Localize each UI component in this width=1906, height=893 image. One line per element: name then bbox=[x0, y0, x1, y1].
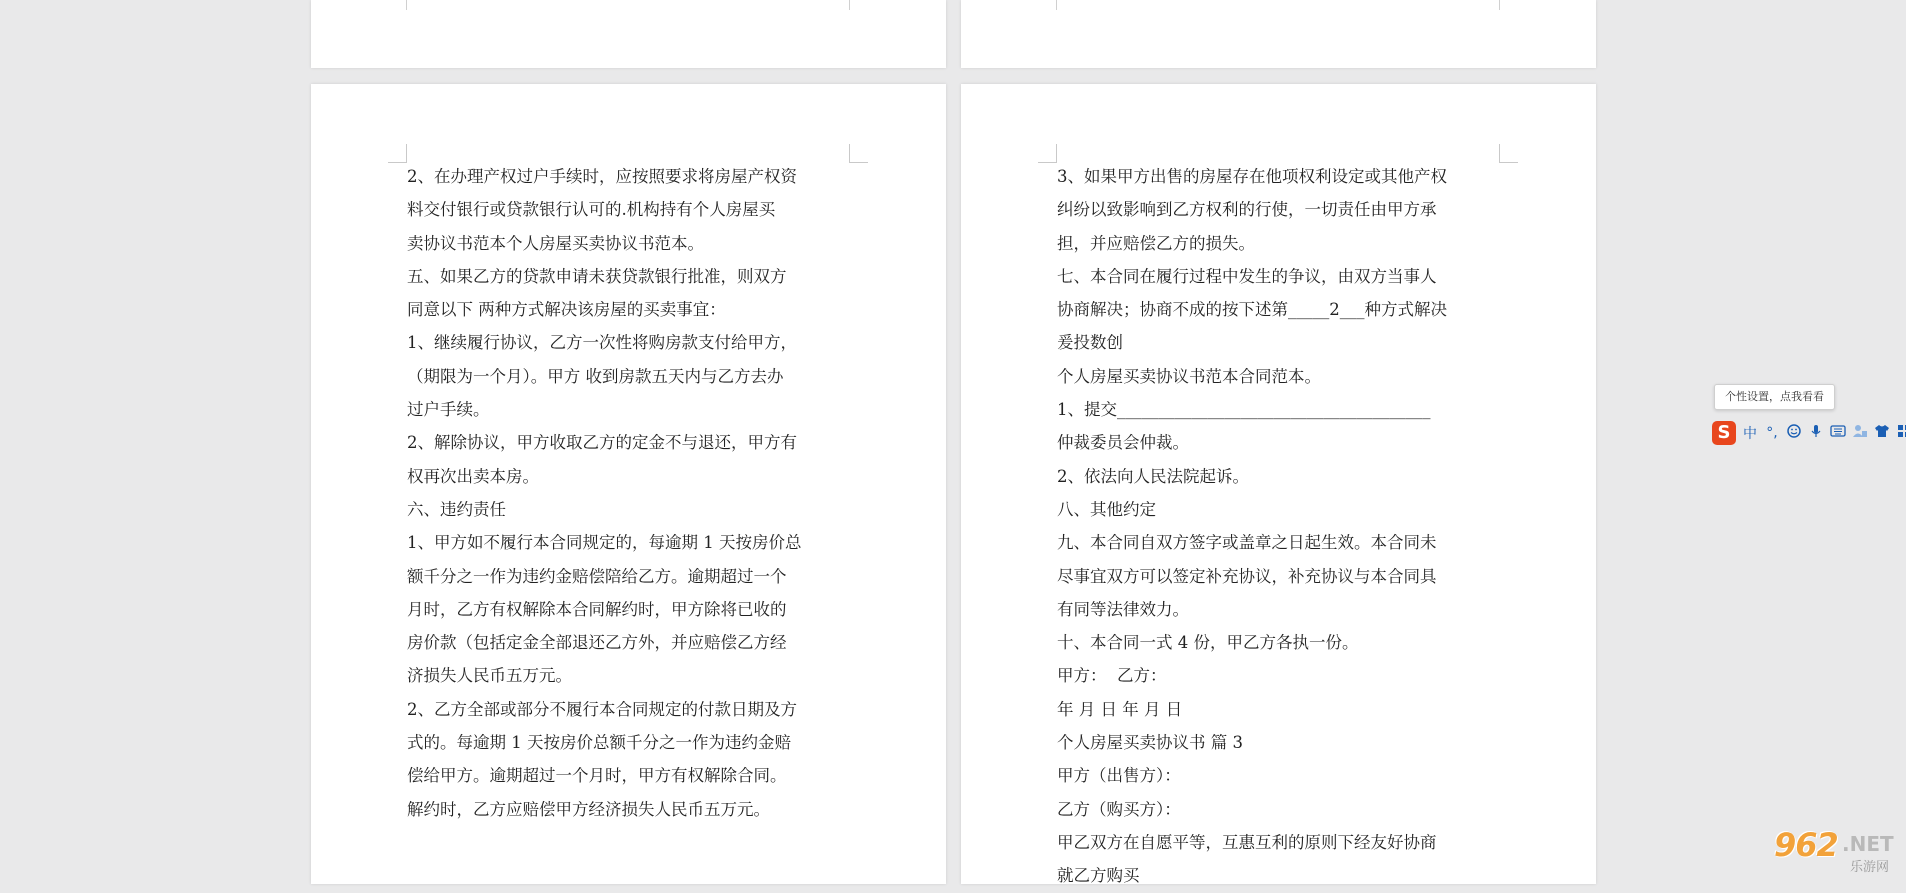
text-line: 有同等法律效力。 bbox=[1057, 599, 1189, 619]
emoji-icon[interactable] bbox=[1786, 424, 1802, 442]
ime-punctuation-toggle[interactable]: °, bbox=[1766, 425, 1778, 441]
text-line: （期限为一个月）。甲方 收到房款五天内与乙方去办 bbox=[407, 366, 784, 386]
document-page-right[interactable] bbox=[961, 84, 1596, 884]
text-line: 七、本合同在履行过程中发生的争议，由双方当事人 bbox=[1057, 266, 1437, 286]
text-line: 年 月 日 年 月 日 bbox=[1057, 699, 1183, 719]
ime-toolbar[interactable] bbox=[1712, 421, 1906, 445]
skin-icon[interactable] bbox=[1874, 424, 1890, 442]
text-line: 2、在办理产权过户手续时，应按照要求将房屋产权资 bbox=[407, 167, 797, 186]
text-line: 1、提交______________________________________ bbox=[1057, 400, 1431, 420]
previous-page-left bbox=[311, 0, 946, 68]
text-line: 协商解决；协商不成的按下述第_____2___种方式解决 bbox=[1057, 300, 1447, 320]
user-icon[interactable] bbox=[1852, 424, 1868, 442]
text-line: 3、如果甲方出售的房屋存在他项权利设定或其他产权 bbox=[1057, 167, 1447, 186]
text-line: 1、甲方如不履行本合同规定的，每逾期 1 天按房价总 bbox=[407, 533, 802, 553]
text-line: 额千分之一作为违约金赔偿陪给乙方。逾期超过一个 bbox=[407, 566, 787, 586]
page-text-body[interactable] bbox=[407, 160, 887, 826]
mic-icon[interactable] bbox=[1808, 424, 1824, 442]
sogou-logo-icon[interactable]: S bbox=[1712, 421, 1736, 445]
text-line: 甲方（出售方）： bbox=[1057, 766, 1181, 786]
text-line: 房价款（包括定金全部退还乙方外，并应赔偿乙方经 bbox=[407, 633, 787, 653]
text-line: 式的。每逾期 1 天按房价总额千分之一作为违约金赔 bbox=[407, 733, 791, 753]
text-line: 甲乙双方在自愿平等，互惠互利的原则下经友好协商 bbox=[1057, 832, 1437, 852]
text-line: 六、违约责任 bbox=[407, 499, 506, 519]
keyboard-icon[interactable] bbox=[1830, 425, 1846, 441]
text-line: 卖协议书范本个人房屋买卖协议书范本。 bbox=[407, 233, 704, 253]
text-line: 料交付银行或贷款银行认可的.机构持有个人房屋买 bbox=[407, 200, 776, 220]
text-line: 同意以下 两种方式解决该房屋的买卖事宜： bbox=[407, 300, 726, 320]
margin-corner-mark bbox=[1038, 144, 1057, 163]
text-line: 2、解除协议，甲方收取乙方的定金不与退还，甲方有 bbox=[407, 433, 797, 453]
text-line: 过户手续。 bbox=[407, 400, 490, 420]
text-line: 个人房屋买卖协议书 篇 3 bbox=[1057, 733, 1243, 753]
text-line: 月时，乙方有权解除本合同解约时，甲方除将已收的 bbox=[407, 599, 787, 619]
text-line: 偿给甲方。逾期超过一个月时，甲方有权解除合同。 bbox=[407, 766, 787, 786]
previous-page-right bbox=[961, 0, 1596, 68]
text-line: 爰投数创 bbox=[1057, 333, 1123, 353]
text-line: 尽事宜双方可以签定补充协议，补充协议与本合同具 bbox=[1057, 566, 1437, 586]
text-line: 2、依法向人民法院起诉。 bbox=[1057, 466, 1249, 486]
grid-icon[interactable] bbox=[1896, 425, 1906, 441]
text-line: 权再次出卖本房。 bbox=[407, 466, 539, 486]
ime-mode-toggle[interactable]: 中 bbox=[1743, 426, 1757, 442]
site-watermark-logo bbox=[1768, 826, 1900, 876]
ime-tooltip: 个性设置，点我看看 bbox=[1714, 384, 1835, 410]
text-line: 济损失人民币五万元。 bbox=[407, 666, 572, 686]
text-line: 担，并应赔偿乙方的损失。 bbox=[1057, 233, 1255, 253]
document-page-left[interactable] bbox=[311, 84, 946, 884]
margin-corner-mark bbox=[388, 144, 407, 163]
text-line: 解约时，乙方应赔偿甲方经济损失人民币五万元。 bbox=[407, 799, 770, 819]
page-text-body[interactable] bbox=[1057, 160, 1537, 893]
watermark-number: 962 bbox=[1774, 826, 1838, 864]
text-line: 个人房屋买卖协议书范本合同范本。 bbox=[1057, 366, 1321, 386]
text-line: 仲裁委员会仲裁。 bbox=[1057, 433, 1189, 453]
watermark-domain: .NET bbox=[1842, 832, 1894, 856]
text-line: 就乙方购买 bbox=[1057, 866, 1140, 886]
text-line: 乙方（购买方）： bbox=[1057, 799, 1181, 819]
text-line: 1、继续履行协议，乙方一次性将购房款支付给甲方， bbox=[407, 333, 797, 353]
text-line: 十、本合同一式 4 份，甲乙方各执一份。 bbox=[1057, 633, 1359, 653]
text-line: 五、如果乙方的贷款申请未获贷款银行批准，则双方 bbox=[407, 266, 787, 286]
text-line: 2、乙方全部或部分不履行本合同规定的付款日期及方 bbox=[407, 699, 797, 719]
text-line: 九、本合同自双方签字或盖章之日起生效。本合同未 bbox=[1057, 533, 1437, 553]
text-line: 甲方： 乙方： bbox=[1057, 666, 1167, 686]
text-line: 八、其他约定 bbox=[1057, 499, 1156, 519]
text-line: 纠纷以致影响到乙方权利的行使，一切责任由甲方承 bbox=[1057, 200, 1437, 220]
watermark-sub: 乐游网 bbox=[1850, 860, 1890, 875]
